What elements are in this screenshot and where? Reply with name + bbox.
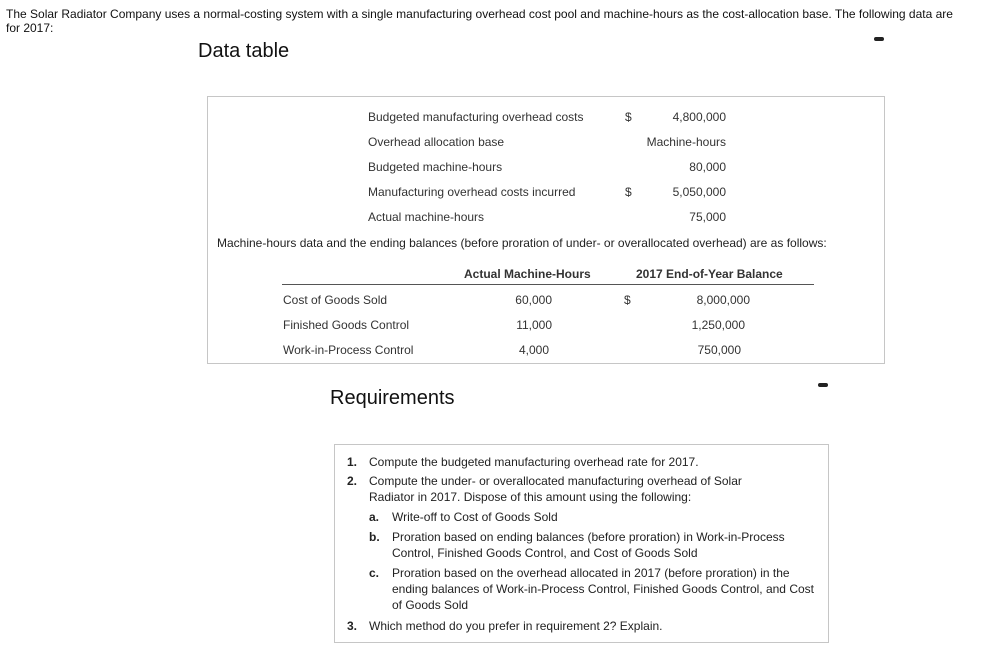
row-label: Overhead allocation base <box>368 135 505 149</box>
requirement-text: Write-off to Cost of Goods Sold <box>392 510 558 524</box>
row-label: Budgeted manufacturing overhead costs <box>368 110 584 124</box>
account-hours: 60,000 <box>515 293 552 307</box>
minimize-data-table-button[interactable] <box>874 37 884 41</box>
requirement-number: 3. <box>347 619 358 633</box>
account-name: Finished Goods Control <box>283 318 410 332</box>
requirement-number: 2. <box>347 474 358 488</box>
column-header-balance: 2017 End-of-Year Balance <box>636 267 783 281</box>
requirement-item <box>347 454 817 470</box>
row-value: 80,000 <box>689 160 726 174</box>
requirement-text: Compute the budgeted manufacturing overhead rate for 2017. <box>369 455 699 469</box>
data-table-heading: Data table <box>198 40 290 62</box>
requirements-heading: Requirements <box>330 387 455 409</box>
account-name: Cost of Goods Sold <box>283 293 388 307</box>
problem-intro: The Solar Radiator Company uses a normal-costing system with a single manufacturing overhead cost pool and machine-hours as the cost-allocation base. The following data are for 2017: <box>6 7 953 35</box>
requirement-item <box>347 618 817 634</box>
table-note: Machine-hours data and the ending balances (before proration of under- or overallocated overhead) are as follows: <box>217 236 827 250</box>
account-name: Work-in-Process Control <box>283 343 414 357</box>
row-label: Budgeted machine-hours <box>368 160 503 174</box>
requirement-subitem <box>369 509 809 525</box>
row-label: Manufacturing overhead costs incurred <box>368 185 576 199</box>
row-value: 75,000 <box>689 210 726 224</box>
account-balance: 8,000,000 <box>696 293 750 307</box>
header-divider <box>282 284 814 285</box>
row-dollar-sign: $ <box>625 185 632 199</box>
column-header-hours: Actual Machine-Hours <box>464 267 591 281</box>
account-balance: 1,250,000 <box>691 318 745 332</box>
requirement-text: Which method do you prefer in requirement 2? Explain. <box>369 619 663 633</box>
row-value: 5,050,000 <box>672 185 726 199</box>
requirement-subitem <box>369 529 819 561</box>
requirement-text: Proration based on the overhead allocated in 2017 (before proration) in the ending balances of Work-in-Process Control, Finished Goods Control, and Cost of Goods Sold <box>392 566 814 612</box>
requirement-letter: a. <box>369 510 380 524</box>
row-label: Actual machine-hours <box>368 210 485 224</box>
minimize-requirements-button[interactable] <box>818 383 828 387</box>
row-value: Machine-hours <box>646 135 726 149</box>
requirement-subitem <box>369 565 819 613</box>
account-dollar-sign: $ <box>624 293 631 307</box>
account-hours: 4,000 <box>518 343 549 357</box>
requirement-text: Proration based on ending balances (before proration) in Work-in-Process Control, Finished Goods Control, and Cost of Goods Sold <box>392 530 785 560</box>
row-dollar-sign: $ <box>625 110 632 124</box>
requirement-number: 1. <box>347 455 358 469</box>
requirement-letter: c. <box>369 566 380 580</box>
account-hours: 11,000 <box>516 318 552 332</box>
requirements-panel <box>334 444 829 643</box>
requirement-text: Compute the under- or overallocated manufacturing overhead of Solar Radiator in 2017. Dispose of this amount using the following: <box>369 474 742 504</box>
data-table-panel <box>207 96 885 364</box>
account-balance: 750,000 <box>697 343 741 357</box>
requirement-letter: b. <box>369 530 380 544</box>
requirement-item <box>347 473 772 505</box>
row-value: 4,800,000 <box>672 110 726 124</box>
